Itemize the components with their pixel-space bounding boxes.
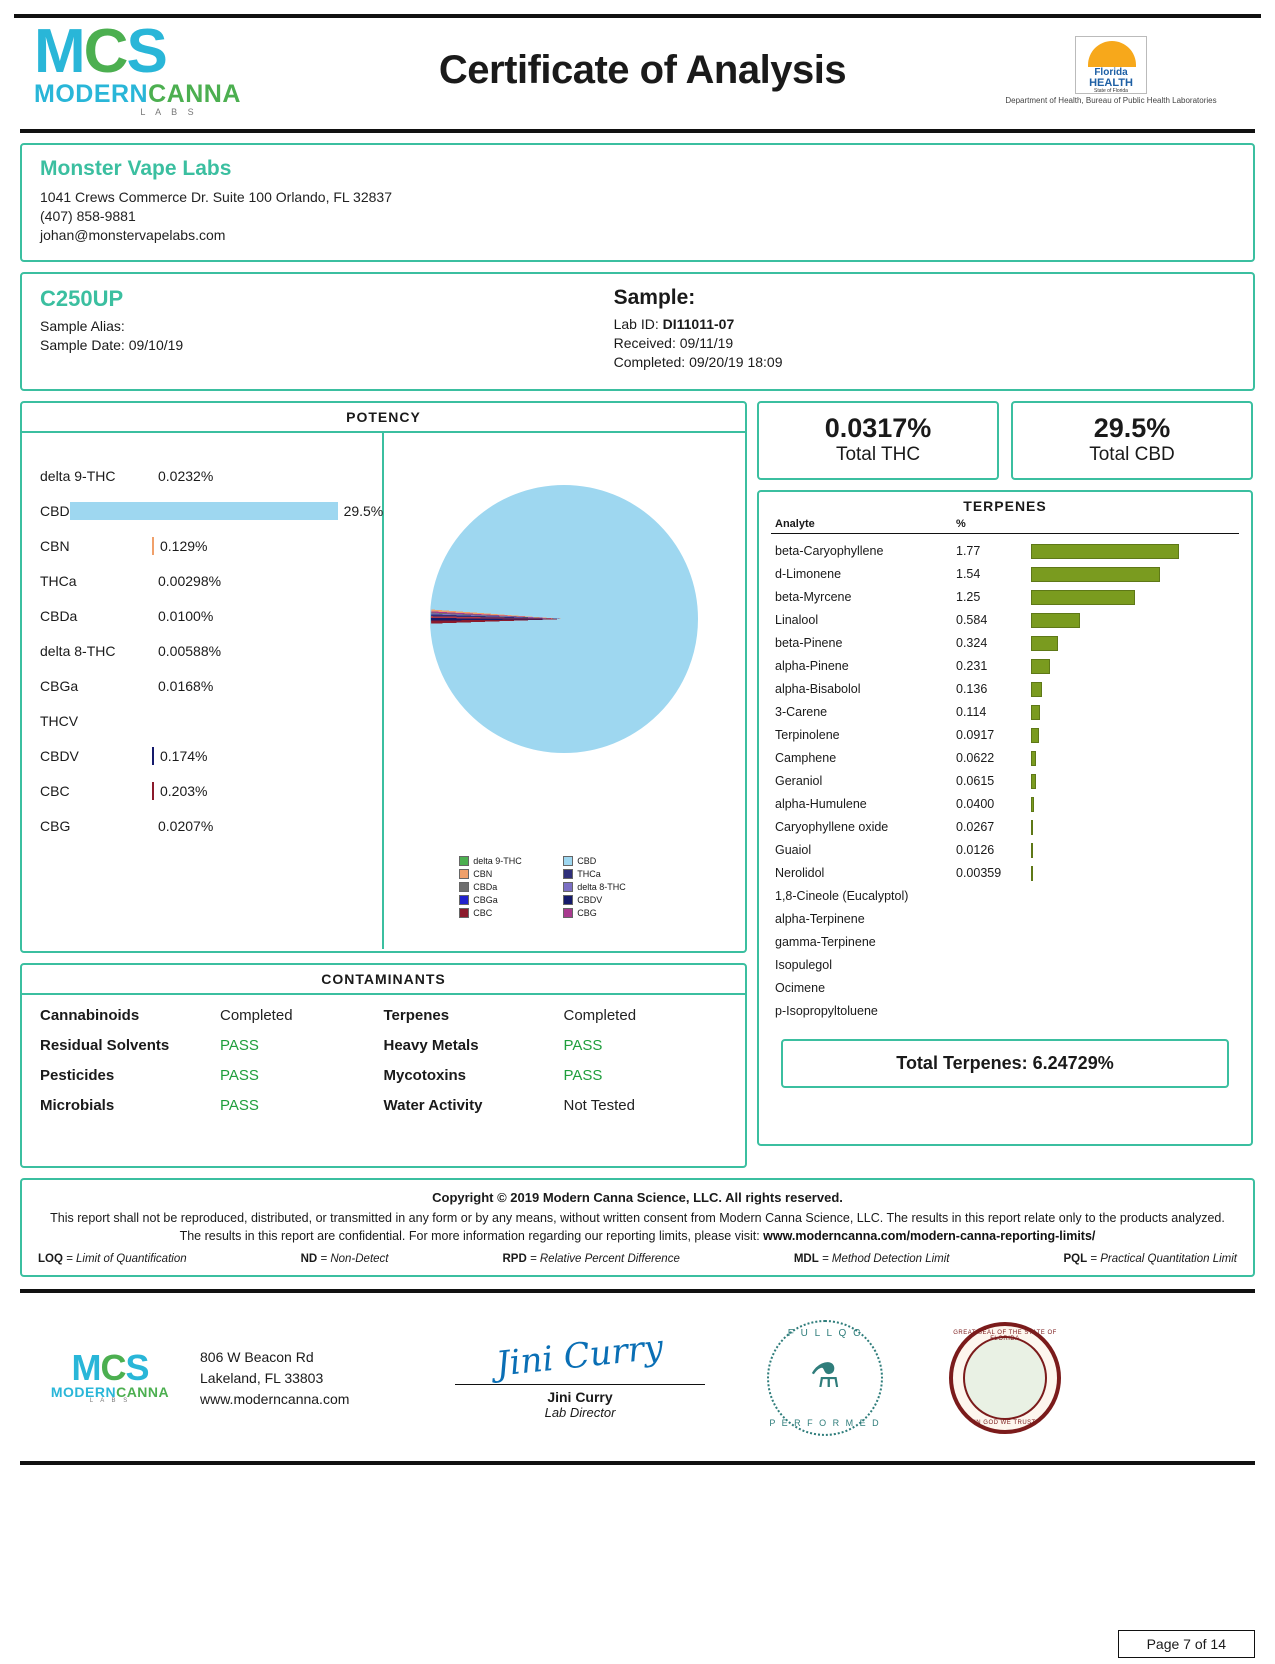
footer-address (200, 1347, 430, 1410)
terpene-bar (1031, 728, 1039, 743)
terpene-row (771, 885, 1239, 908)
potency-bar (152, 537, 154, 555)
potency-pie-chart (384, 433, 746, 949)
terpene-bar (1031, 866, 1033, 881)
potency-bar-wrap (70, 502, 384, 520)
logo-letter-c: C (83, 17, 127, 86)
potency-value: 0.0207% (158, 818, 214, 835)
client-panel (20, 143, 1255, 262)
total-terpenes: Total Terpenes: 6.24729% (781, 1039, 1229, 1088)
terpene-bar (1031, 820, 1033, 835)
contaminants-panel (20, 963, 747, 1168)
terpene-value: 0.0615 (956, 774, 995, 789)
abbreviation-item: RPD = Relative Percent Difference (502, 1253, 680, 1266)
terpene-bar (1031, 797, 1034, 812)
potency-bar-wrap (152, 712, 382, 730)
legend-label: CBD (577, 855, 597, 866)
legend-item (563, 882, 667, 892)
terpene-row (771, 586, 1239, 609)
legend-swatch (459, 856, 469, 866)
contaminant-status: PASS (563, 1066, 603, 1084)
potency-row (22, 634, 382, 669)
abbreviation-item: LOQ = Limit of Quantification (38, 1253, 187, 1266)
terpene-bar (1031, 567, 1160, 582)
terpene-analyte: beta-Myrcene (775, 590, 852, 605)
terpene-row (771, 563, 1239, 586)
fl-caption: Department of Health, Bureau of Public Health Laboratories (1005, 95, 1217, 105)
potency-bar (70, 502, 338, 520)
sample-alias: Sample Alias: (40, 317, 125, 334)
potency-analyte: delta 8-THC (40, 643, 116, 660)
copyright-text: This report shall not be reproduced, distributed, or transmitted in any form or by any means, without written consent from Modern Canna Science, LLC. The results in this report relate only to the products analyzed. The results in this report are confidential. For more information regarding our reporting limits, please visit: (50, 1210, 1225, 1243)
legend-label: CBGa (473, 894, 498, 905)
legend-label: CBG (577, 907, 597, 918)
contaminants-left (40, 1007, 384, 1127)
fl-florida-text: Florida (1094, 66, 1128, 78)
logo-letter-m: M (34, 17, 84, 86)
terpene-value: 0.00359 (956, 866, 1002, 881)
right-column (757, 401, 1253, 1168)
footer-logo-modern: MODERN (50, 1384, 117, 1401)
legend-label: delta 9-THC (473, 855, 522, 866)
legend-item (563, 856, 667, 866)
potency-analyte: CBN (40, 538, 70, 555)
potency-analyte: CBDV (40, 748, 79, 765)
terpene-row (771, 678, 1239, 701)
seal-bottom-text: IN GOD WE TRUST (974, 1420, 1036, 1427)
terpene-analyte: gamma-Terpinene (775, 935, 876, 950)
legend-item (459, 856, 563, 866)
terpene-analyte: 3-Carene (775, 705, 828, 720)
client-email: johan@monstervapelabs.com (40, 226, 226, 243)
terpene-row (771, 954, 1239, 977)
pie-graphic (430, 485, 698, 753)
mcs-logo (34, 17, 304, 117)
terpene-analyte: Camphene (775, 751, 837, 766)
florida-health-logo (981, 36, 1241, 105)
contaminant-row (40, 1007, 384, 1024)
terpene-value: 0.0126 (956, 843, 995, 858)
abbreviation-item: PQL = Practical Quantitation Limit (1063, 1253, 1237, 1266)
logo-letter-s: S (126, 17, 166, 86)
terpene-analyte: alpha-Terpinene (775, 912, 865, 927)
potency-row (22, 564, 382, 599)
sample-code: C250UP (40, 285, 124, 311)
potency-bar-wrap (152, 572, 382, 590)
potency-value: 0.00298% (158, 573, 222, 590)
terpene-bar (1031, 682, 1042, 697)
terpene-row (771, 701, 1239, 724)
potency-analyte: CBC (40, 783, 70, 800)
contaminant-row (40, 1067, 384, 1084)
total-thc-label: Total THC (835, 443, 921, 465)
abbreviation-item: ND = Non-Detect (300, 1253, 389, 1266)
terpene-analyte: Terpinolene (775, 728, 840, 743)
qc-badge (730, 1320, 920, 1436)
terpene-row (771, 1000, 1239, 1023)
potency-value: 0.0100% (158, 608, 214, 625)
contaminant-status: PASS (563, 1036, 603, 1054)
legend-item (459, 908, 563, 918)
signer-title: Lab Director (544, 1405, 616, 1421)
client-name: Monster Vape Labs (40, 156, 232, 180)
flask-icon: ⚗ (809, 1357, 841, 1396)
seal-inner (963, 1336, 1047, 1420)
sun-icon (1088, 41, 1136, 67)
legend-item (563, 908, 667, 918)
footer-logo-m: M (71, 1346, 101, 1388)
terpene-analyte: alpha-Pinene (775, 659, 849, 674)
footer-divider (20, 1289, 1255, 1293)
contaminant-row (384, 1007, 728, 1024)
terpene-analyte: Ocimene (775, 981, 826, 996)
potency-value: 0.0232% (158, 468, 214, 485)
legend-label: THCa (577, 868, 601, 879)
terpenes-title: TERPENES (963, 497, 1047, 514)
legend-item (563, 869, 667, 879)
potency-row (22, 739, 382, 774)
contaminant-label: Cannabinoids (40, 1006, 140, 1024)
abbreviation-key (38, 1253, 1237, 1265)
total-cbd-label: Total CBD (1089, 443, 1175, 465)
footer-logo-canna: CANNA (116, 1384, 170, 1401)
total-thc-value: 0.0317% (824, 412, 932, 443)
signature-image: Jini Curry (494, 1327, 666, 1385)
qc-top-text: F U L L Q C (787, 1328, 863, 1340)
terpene-bar (1031, 590, 1135, 605)
terpene-bar-wrap (1031, 636, 1239, 651)
terpene-bar-wrap (1031, 544, 1239, 559)
contaminant-label: Microbials (40, 1096, 115, 1114)
terpene-analyte: Guaiol (775, 843, 812, 858)
potency-bar-wrap (152, 782, 382, 800)
contaminant-status: PASS (220, 1036, 259, 1054)
terpenes-col-analyte: Analyte (775, 517, 815, 530)
terpene-analyte: alpha-Bisabolol (775, 682, 861, 697)
terpene-row (771, 609, 1239, 632)
terpene-value: 0.136 (956, 682, 988, 697)
terpene-value: 1.25 (956, 590, 981, 605)
potency-row (22, 809, 382, 844)
terpene-bar-wrap (1031, 820, 1239, 835)
sample-heading: Sample: (613, 285, 696, 309)
terpene-bar-wrap (1031, 613, 1239, 628)
coa-page (0, 14, 1275, 1664)
terpene-row (771, 724, 1239, 747)
terpene-bar (1031, 774, 1036, 789)
terpene-bar-wrap (1031, 797, 1239, 812)
sample-received: Received: 09/11/19 (613, 334, 734, 351)
potency-row (22, 669, 382, 704)
terpene-row (771, 655, 1239, 678)
total-cbd-value: 29.5% (1093, 412, 1171, 443)
potency-bar-wrap (152, 537, 382, 555)
page-header (14, 18, 1261, 127)
terpene-row (771, 793, 1239, 816)
page-number: Page 7 of 14 (1118, 1630, 1255, 1658)
lab-id-label: Lab ID: (613, 315, 659, 332)
potency-bar-wrap (152, 817, 382, 835)
terpenes-panel (757, 490, 1253, 1146)
sample-date: Sample Date: 09/10/19 (40, 336, 184, 353)
contaminant-label: Residual Solvents (40, 1036, 170, 1054)
lab-id-value: DI11011-07 (662, 315, 735, 332)
terpene-bar (1031, 751, 1036, 766)
terpenes-header-row (771, 518, 1239, 534)
terpene-analyte: Caryophyllene oxide (775, 820, 889, 835)
seal-top-text: GREAT SEAL OF THE STATE OF FLORIDA (953, 1330, 1057, 1343)
terpene-bar-wrap (1031, 728, 1239, 743)
terpene-value: 0.114 (956, 705, 987, 720)
terpene-bar (1031, 544, 1179, 559)
total-thc-box (757, 401, 999, 480)
legend-swatch (563, 908, 573, 918)
contaminant-status: PASS (220, 1066, 259, 1084)
terpene-analyte: Linalool (775, 613, 819, 628)
potency-analyte: CBD (40, 503, 70, 520)
terpene-value: 1.77 (956, 544, 981, 559)
terpene-value: 0.324 (956, 636, 988, 651)
potency-bar-wrap (152, 747, 382, 765)
fl-state-text: State of Florida (1094, 87, 1128, 94)
legend-swatch (459, 882, 469, 892)
potency-panel (20, 401, 747, 953)
contaminant-label: Pesticides (40, 1066, 115, 1084)
terpene-bar-wrap (1031, 774, 1239, 789)
contaminant-row (384, 1037, 728, 1054)
terpene-value: 0.0622 (956, 751, 995, 766)
logo-word-modern: MODERN (34, 79, 149, 108)
potency-row (22, 529, 382, 564)
legend-item (459, 882, 563, 892)
potency-value: 0.129% (160, 538, 208, 555)
terpene-value: 0.0267 (956, 820, 995, 835)
terpene-row (771, 862, 1239, 885)
contaminant-label: Mycotoxins (383, 1066, 467, 1084)
potency-list (22, 433, 384, 949)
legend-swatch (563, 856, 573, 866)
abbreviation-item: MDL = Method Detection Limit (793, 1253, 950, 1266)
terpene-bar-wrap (1031, 567, 1239, 582)
sample-lab-id (614, 316, 1235, 332)
terpene-analyte: Isopulegol (775, 958, 832, 973)
terpene-bar-wrap (1031, 843, 1239, 858)
potency-bar-wrap (152, 467, 382, 485)
terpene-value: 0.584 (956, 613, 988, 628)
legend-swatch (563, 869, 573, 879)
terpene-bar (1031, 843, 1033, 858)
terpene-value: 0.0400 (956, 797, 995, 812)
contaminant-status: Not Tested (563, 1096, 635, 1114)
fl-health-text: HEALTH (1089, 76, 1133, 89)
terpene-bar (1031, 659, 1050, 674)
legend-swatch (459, 908, 469, 918)
contaminant-row (40, 1097, 384, 1114)
legend-item (459, 869, 563, 879)
logo-labs-text: L A B S (140, 106, 198, 117)
legend-label: CBDV (577, 894, 603, 905)
potency-analyte: THCa (40, 573, 77, 590)
footer-website[interactable]: www.moderncanna.com (200, 1390, 350, 1407)
potency-analyte: CBDa (40, 608, 78, 625)
potency-analyte: THCV (40, 713, 79, 730)
terpene-analyte: 1,8-Cineole (Eucalyptol) (775, 889, 909, 904)
legend-label: CBN (473, 868, 493, 879)
terpene-row (771, 816, 1239, 839)
state-seal (920, 1322, 1090, 1434)
main-content (20, 401, 1255, 1168)
page-footer (20, 1303, 1255, 1453)
terpene-bar (1031, 636, 1058, 651)
contaminant-label: Water Activity (383, 1096, 483, 1114)
terpene-analyte: Nerolidol (775, 866, 825, 881)
contaminant-row (384, 1097, 728, 1114)
terpene-row (771, 908, 1239, 931)
footer-logo (20, 1346, 200, 1405)
potency-row (22, 704, 382, 739)
terpene-row (771, 977, 1239, 1000)
potency-analyte: CBG (40, 818, 71, 835)
footer-logo-labs: L A B S (89, 1398, 131, 1405)
terpenes-col-percent: % (956, 517, 966, 530)
page-title: Certificate of Analysis (438, 47, 847, 92)
potency-value: 29.5% (343, 503, 384, 520)
terpene-row (771, 839, 1239, 862)
client-address: 1041 Crews Commerce Dr. Suite 100 Orlando, FL 32837 (40, 188, 392, 205)
terpene-bar-wrap (1031, 590, 1239, 605)
potency-row (22, 599, 382, 634)
contaminant-label: Heavy Metals (383, 1036, 479, 1054)
footer-address-line1: 806 W Beacon Rd (200, 1348, 314, 1365)
logo-word-canna: CANNA (148, 79, 241, 108)
totals-row (757, 401, 1253, 480)
qc-bottom-text: P E R F O R M E D (769, 1418, 881, 1429)
contaminant-status: PASS (220, 1096, 259, 1114)
potency-bar (152, 782, 154, 800)
potency-bar-wrap (152, 607, 382, 625)
potency-bar (152, 747, 154, 765)
legend-label: CBC (473, 907, 493, 918)
contaminant-row (384, 1067, 728, 1084)
contaminant-status: Completed (563, 1006, 637, 1024)
contaminant-label: Terpenes (383, 1006, 450, 1024)
copyright-panel (20, 1178, 1255, 1277)
client-phone: (407) 858-9881 (40, 207, 136, 224)
legend-swatch (563, 895, 573, 905)
potency-bar-wrap (152, 677, 382, 695)
terpene-bar-wrap (1031, 866, 1239, 881)
potency-row (22, 459, 382, 494)
legend-item (459, 895, 563, 905)
legend-swatch (563, 882, 573, 892)
signature-block (430, 1327, 730, 1421)
total-cbd-box (1011, 401, 1253, 480)
signer-name: Jini Curry (547, 1389, 613, 1406)
legend-label: CBDa (473, 881, 498, 892)
footer-logo-c: C (100, 1346, 126, 1388)
footer-logo-s: S (125, 1346, 149, 1388)
terpene-row (771, 632, 1239, 655)
sample-panel (20, 272, 1255, 391)
terpene-row (771, 770, 1239, 793)
pie-legend (459, 856, 669, 921)
terpene-value: 0.0917 (956, 728, 995, 743)
terpene-bar (1031, 613, 1080, 628)
sample-completed: Completed: 09/20/19 18:09 (613, 353, 783, 370)
potency-analyte: CBGa (40, 678, 79, 695)
potency-value: 0.0168% (158, 678, 214, 695)
terpene-bar-wrap (1031, 659, 1239, 674)
legend-label: delta 8-THC (577, 881, 626, 892)
terpene-bar-wrap (1031, 751, 1239, 766)
bottom-divider (20, 1461, 1255, 1465)
terpene-analyte: beta-Pinene (775, 636, 843, 651)
footer-address-line2: Lakeland, FL 33803 (200, 1369, 324, 1386)
reporting-limits-link[interactable]: www.moderncanna.com/modern-canna-reporting-limits/ (763, 1228, 1096, 1243)
left-column (20, 401, 747, 1168)
legend-swatch (459, 895, 469, 905)
terpene-bar (1031, 705, 1040, 720)
legend-item (563, 895, 667, 905)
terpene-analyte: d-Limonene (775, 567, 842, 582)
header-divider (20, 129, 1255, 133)
legend-swatch (459, 869, 469, 879)
terpene-analyte: alpha-Humulene (775, 797, 867, 812)
terpene-analyte: beta-Caryophyllene (775, 544, 884, 559)
terpene-row (771, 747, 1239, 770)
potency-bar-wrap (152, 642, 382, 660)
terpene-bar-wrap (1031, 682, 1239, 697)
terpene-analyte: Geraniol (775, 774, 823, 789)
potency-value: 0.203% (160, 783, 208, 800)
terpenes-rows (771, 534, 1239, 1023)
potency-value: 0.00588% (158, 643, 222, 660)
potency-value: 0.174% (160, 748, 208, 765)
contaminants-title: CONTAMINANTS (321, 970, 446, 987)
copyright-line: Copyright © 2019 Modern Canna Science, LLC. All rights reserved. (432, 1189, 843, 1205)
terpene-value: 1.54 (956, 567, 981, 582)
contaminants-right (384, 1007, 728, 1127)
potency-title: POTENCY (346, 408, 421, 425)
potency-row (22, 494, 382, 529)
terpene-value: 0.231 (956, 659, 988, 674)
potency-analyte: delta 9-THC (40, 468, 116, 485)
terpene-bar-wrap (1031, 705, 1239, 720)
copyright-body (38, 1209, 1237, 1245)
contaminant-status: Completed (220, 1006, 293, 1024)
contaminant-row (40, 1037, 384, 1054)
terpene-row (771, 931, 1239, 954)
terpene-analyte: p-Isopropyltoluene (775, 1004, 878, 1019)
potency-row (22, 774, 382, 809)
terpene-row (771, 540, 1239, 563)
